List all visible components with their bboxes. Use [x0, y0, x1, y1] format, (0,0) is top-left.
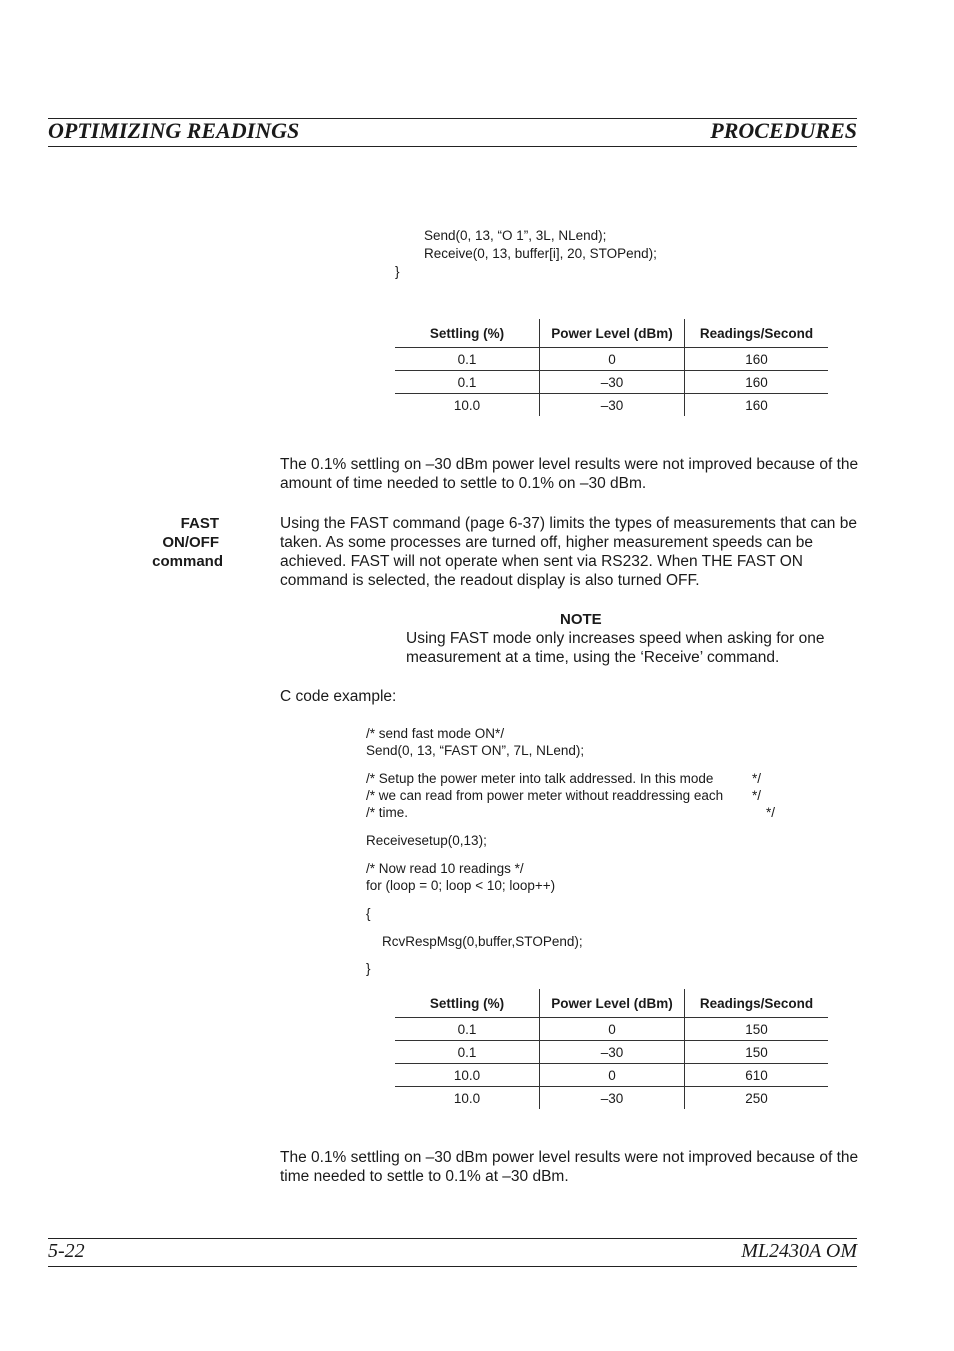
column-header: Settling (%) — [395, 319, 540, 348]
page-number: 5-22 — [48, 1240, 85, 1262]
column-header: Readings/Second — [685, 989, 829, 1018]
column-header: Readings/Second — [685, 319, 829, 348]
code-comment-end: */ — [766, 805, 776, 820]
table-cell: 160 — [745, 397, 768, 413]
paragraph: The 0.1% settling on –30 dBm power level results were not improved because of the amount of time needed to settle to 0.1% on –30 dBm. — [280, 456, 859, 492]
table-cell: –30 — [540, 1087, 685, 1110]
code-line: /* we can read from power meter without readdressing each — [366, 788, 724, 803]
code-line: } — [366, 961, 371, 976]
code-line: Send(0, 13, “O 1”, 3L, NLend); — [424, 228, 607, 243]
code-line: /* time. — [366, 805, 409, 820]
table-cell: 0.1 — [395, 1041, 540, 1064]
paragraph: The 0.1% settling on –30 dBm power level results were not improved because of the time needed to settle to 0.1% at –30 dBm. — [280, 1149, 859, 1185]
table-cell: 610 — [685, 1064, 829, 1087]
table-cell: 0.1 — [395, 1018, 540, 1041]
code-line: Send(0, 13, “FAST ON”, 7L, NLend); — [366, 743, 585, 758]
code-comment-end: */ — [752, 788, 762, 803]
table-row — [395, 348, 828, 371]
table-header-row — [395, 319, 828, 348]
table-cell: 250 — [745, 1090, 768, 1106]
note-title: NOTE — [560, 611, 602, 628]
code-comment-end: */ — [752, 771, 762, 786]
side-heading-line: command — [152, 553, 223, 570]
table-cell: 10.0 — [453, 397, 481, 413]
code-line: RcvRespMsg(0,buffer,STOPend); — [382, 934, 583, 949]
header-chapter-title: PROCEDURES — [710, 118, 857, 143]
footer-top-rule — [48, 1238, 857, 1239]
table-row — [395, 1041, 828, 1064]
results-table-1 — [395, 319, 828, 416]
table-cell: 150 — [685, 1041, 829, 1064]
side-heading-line: ON/OFF — [162, 534, 219, 551]
manual-title: ML2430A OM — [741, 1240, 857, 1262]
table-row — [395, 371, 828, 394]
paragraph: Using the FAST command (page 6-37) limits the types of measurements that can be taken. As some processes are turned off, higher measurement speeds can be achieved. FAST will not operate when sent via RS232. When THE FAST ON command is selected, the readout display is also turned OFF. — [280, 515, 857, 589]
note-text: Using FAST mode only increases speed when asking for one measurement at a time, using the ‘Receive’ command. — [406, 630, 825, 666]
code-intro: C code example: — [280, 688, 397, 705]
table-row — [395, 1064, 828, 1087]
code-line: for (loop = 0; loop < 10; loop++) — [366, 878, 556, 893]
table-cell: 10.0 — [395, 1064, 540, 1087]
table-cell: 0.1 — [395, 348, 540, 371]
table-cell: –30 — [540, 394, 685, 417]
table-cell: 0 — [540, 348, 685, 371]
code-line: { — [366, 906, 371, 921]
table-cell: –30 — [540, 1041, 685, 1064]
results-table-2 — [395, 989, 828, 1109]
table-row — [395, 394, 828, 417]
side-heading-line: FAST — [180, 515, 219, 532]
header-bottom-rule — [48, 146, 857, 147]
table-cell: –30 — [540, 371, 685, 394]
code-line: /* Setup the power meter into talk addressed. In this mode — [366, 771, 714, 786]
table-cell: 0.1 — [395, 371, 540, 394]
table-row — [395, 1018, 828, 1041]
footer-bottom-rule — [48, 1266, 857, 1267]
code-line: /* Now read 10 readings */ — [366, 861, 524, 876]
table-cell: 0 — [540, 1018, 685, 1041]
code-line: /* send fast mode ON*/ — [366, 726, 505, 741]
table-header-row — [395, 989, 828, 1018]
table-cell: 10.0 — [453, 1090, 481, 1106]
table-cell: 0 — [540, 1064, 685, 1087]
header-section-title: OPTIMIZING READINGS — [48, 118, 300, 143]
column-header: Power Level (dBm) — [540, 989, 685, 1018]
code-line: Receive(0, 13, buffer[i], 20, STOPend); — [424, 246, 657, 261]
column-header: Settling (%) — [395, 989, 540, 1018]
side-heading — [152, 514, 223, 571]
code-line: } — [395, 264, 400, 279]
table-row — [395, 1087, 828, 1110]
code-line: Receivesetup(0,13); — [366, 833, 487, 848]
table-cell: 160 — [685, 371, 829, 394]
table-cell: 150 — [685, 1018, 829, 1041]
table-cell: 160 — [685, 348, 829, 371]
column-header: Power Level (dBm) — [540, 319, 685, 348]
